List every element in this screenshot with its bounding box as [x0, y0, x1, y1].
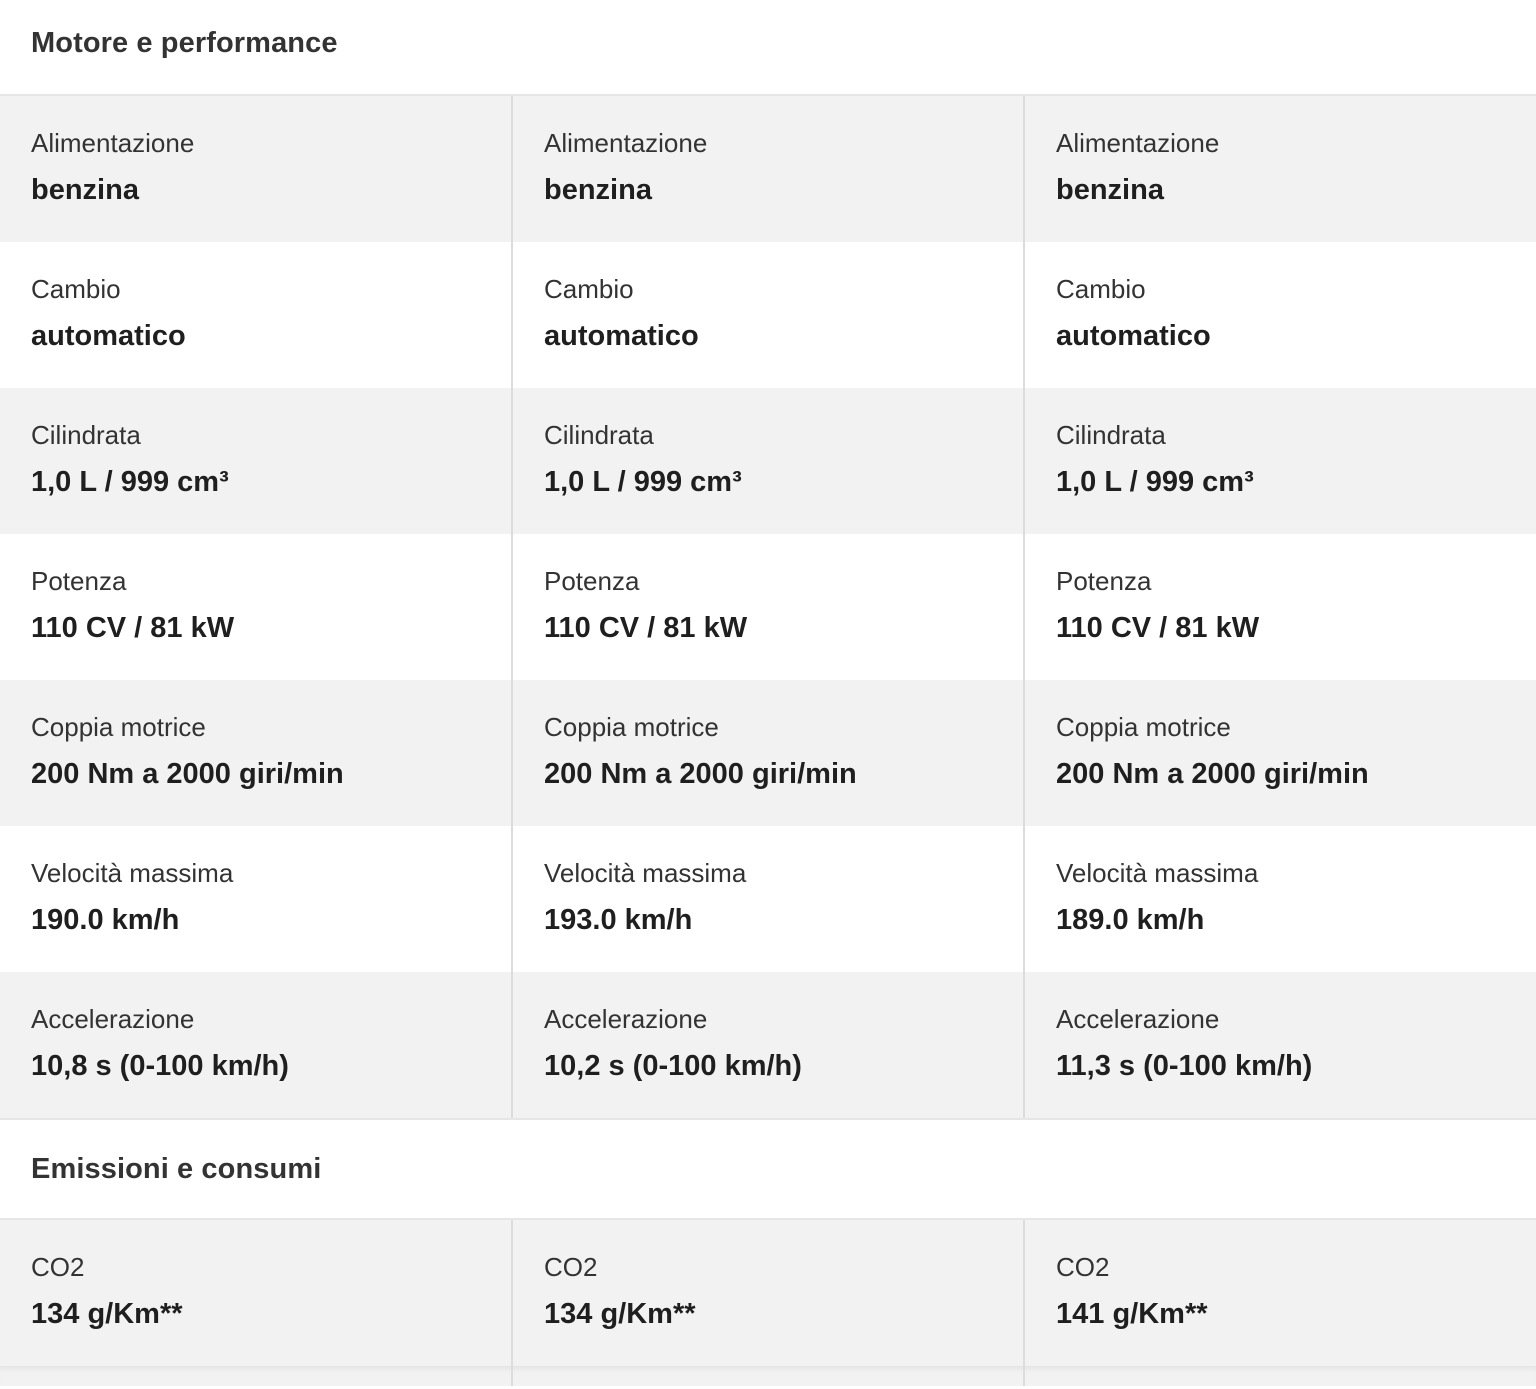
spec-value: 141 g/Km** — [1056, 1298, 1208, 1330]
spec-label: Coppia motrice — [31, 712, 206, 742]
spec-label: Velocità massima — [31, 858, 234, 888]
spec-cell — [513, 1220, 1025, 1366]
spec-value: 110 CV / 81 kW — [31, 612, 235, 644]
spec-value: automatico — [1056, 320, 1211, 352]
section-header-emissions — [0, 1118, 1536, 1220]
spec-cell — [1025, 1366, 1536, 1386]
spec-cell — [1025, 242, 1536, 388]
spec-label: Potenza — [544, 566, 640, 596]
spec-label: Cambio — [31, 274, 121, 304]
spec-value: 200 Nm a 2000 giri/min — [1056, 758, 1369, 790]
spec-cell — [0, 242, 513, 388]
spec-label: Potenza — [31, 566, 127, 596]
spec-label: Alimentazione — [544, 128, 708, 158]
spec-value: benzina — [31, 174, 139, 206]
spec-cell — [0, 826, 513, 972]
spec-row-accelerazione — [0, 972, 1536, 1118]
spec-value: 134 g/Km** — [544, 1298, 696, 1330]
spec-row-velocita-massima — [0, 826, 1536, 972]
spec-value: 110 CV / 81 kW — [1056, 612, 1260, 644]
spec-label: CO2 — [1056, 1252, 1110, 1282]
spec-cell — [513, 826, 1025, 972]
spec-label: Coppia motrice — [544, 712, 719, 742]
section-title: Emissioni e consumi — [31, 1152, 322, 1185]
spec-label: Cilindrata — [544, 420, 654, 450]
spec-cell — [0, 534, 513, 680]
spec-row-cambio — [0, 242, 1536, 388]
spec-cell — [1025, 972, 1536, 1118]
spec-cell — [1025, 388, 1536, 534]
spec-cell — [0, 972, 513, 1118]
spec-row-next-partial — [0, 1366, 1536, 1386]
spec-cell — [0, 680, 513, 826]
spec-cell — [1025, 826, 1536, 972]
spec-row-alimentazione — [0, 96, 1536, 242]
spec-cell — [513, 96, 1025, 242]
spec-cell — [0, 1366, 513, 1386]
spec-value: automatico — [31, 320, 186, 352]
spec-label: Cilindrata — [31, 420, 141, 450]
spec-label: Cambio — [1056, 274, 1146, 304]
spec-value: 1,0 L / 999 cm³ — [31, 466, 229, 498]
section-title: Motore e performance — [31, 26, 338, 59]
spec-label: Accelerazione — [31, 1004, 195, 1034]
spec-label: Alimentazione — [31, 128, 195, 158]
spec-label: Coppia motrice — [1056, 712, 1231, 742]
spec-value: 200 Nm a 2000 giri/min — [31, 758, 344, 790]
spec-cell — [513, 1366, 1025, 1386]
section-header-engine — [0, 0, 1536, 96]
spec-value: benzina — [544, 174, 652, 206]
spec-cell — [1025, 534, 1536, 680]
spec-value: 110 CV / 81 kW — [544, 612, 748, 644]
spec-cell — [0, 96, 513, 242]
spec-cell — [513, 972, 1025, 1118]
spec-label: Potenza — [1056, 566, 1152, 596]
spec-label: Accelerazione — [544, 1004, 708, 1034]
spec-value: 193.0 km/h — [544, 904, 693, 936]
spec-row-co2 — [0, 1220, 1536, 1366]
spec-cell — [513, 680, 1025, 826]
spec-row-potenza — [0, 534, 1536, 680]
spec-value: 190.0 km/h — [31, 904, 180, 936]
spec-label: CO2 — [31, 1252, 85, 1282]
spec-row-cilindrata — [0, 388, 1536, 534]
spec-cell — [513, 534, 1025, 680]
spec-value: 10,8 s (0-100 km/h) — [31, 1050, 289, 1082]
spec-label: Cilindrata — [1056, 420, 1166, 450]
spec-value: 189.0 km/h — [1056, 904, 1205, 936]
spec-cell — [1025, 96, 1536, 242]
spec-cell — [0, 1220, 513, 1366]
spec-cell — [513, 388, 1025, 534]
spec-cell — [1025, 680, 1536, 826]
spec-value: 1,0 L / 999 cm³ — [1056, 466, 1254, 498]
spec-value: 1,0 L / 999 cm³ — [544, 466, 742, 498]
spec-label: Alimentazione — [1056, 128, 1220, 158]
spec-value: 134 g/Km** — [31, 1298, 183, 1330]
spec-label: Accelerazione — [1056, 1004, 1220, 1034]
spec-cell — [513, 242, 1025, 388]
spec-cell — [0, 388, 513, 534]
spec-label: Cambio — [544, 274, 634, 304]
spec-label: CO2 — [544, 1252, 598, 1282]
spec-label: Velocità massima — [544, 858, 747, 888]
spec-value: automatico — [544, 320, 699, 352]
spec-cell — [1025, 1220, 1536, 1366]
spec-label: Velocità massima — [1056, 858, 1259, 888]
spec-value: 11,3 s (0-100 km/h) — [1056, 1050, 1313, 1082]
spec-value: 10,2 s (0-100 km/h) — [544, 1050, 802, 1082]
spec-value: 200 Nm a 2000 giri/min — [544, 758, 857, 790]
spec-value: benzina — [1056, 174, 1164, 206]
spec-row-coppia-motrice — [0, 680, 1536, 826]
